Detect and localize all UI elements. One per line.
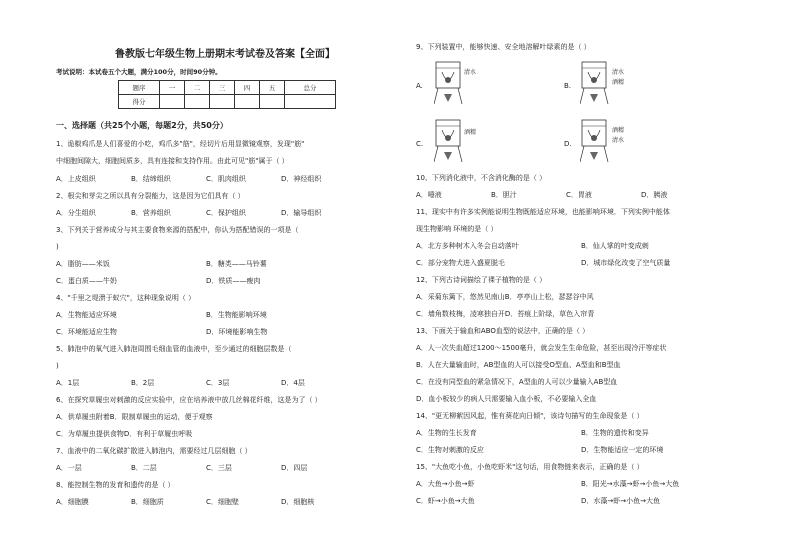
question-text: 7、血液中的二氧化碳扩散进入肺泡内，需要经过几层细胞（ ） [56,447,252,455]
option: D．胰液 [641,191,668,199]
option-label: B. [564,82,572,90]
liquid-label: 清水 [464,69,477,76]
score-cell: 五 [260,81,285,95]
option: A．人一次失血超过1200～1500毫升，就会发生生命危险，甚至出现冷汗等症状 [416,344,667,352]
option: D．神经组织 [281,175,322,183]
score-cell: 题序 [119,81,160,95]
option: D．血小板较少的病人只需要输入血小板，不必要输入全血 [416,395,597,403]
option: D．环境能影响生物 [206,328,268,336]
option: B．生物能影响环境 [206,311,267,319]
question-text: ) [56,243,59,251]
option-label: D. [564,140,572,148]
option: A．分生组织 [56,209,96,217]
score-table-score-row [119,95,336,109]
question-text: 15、"大鱼吃小鱼，小鱼吃虾米"这句话，用食物链来表示，正确的是（ ） [416,463,644,471]
score-input-cell [210,95,235,109]
score-table-header-row [119,81,336,95]
option: C．三层 [206,464,232,472]
option: C．胃液 [566,191,592,199]
question-text: 5、肺泡中的氧气进入肺泡周围毛细血管的血液中，至少通过的细胞层数是（ [56,345,292,353]
option: B．结缔组织 [131,175,171,183]
option: B．阳光→水藻→虾→小鱼→大鱼 [581,480,680,488]
score-cell: 得分 [119,95,160,109]
question-text: 中细胞间隙大，细胞间质多，具有连接和支持作用。由此可见"筋"属于（ ） [56,157,289,165]
option: C．肌肉组织 [206,175,246,183]
left-column [56,0,394,550]
score-cell: 三 [210,81,235,95]
question-text: 12、下列古诗词描绘了裸子植物的是（ ） [416,276,547,284]
score-input-cell [235,95,260,109]
question-text: 8、能控制生物的发育和遗传的是（ ） [56,481,175,489]
option: A．脂肪——米饭 [56,260,110,268]
score-cell: 一 [160,81,185,95]
option: B．二层 [131,464,157,472]
liquid-label: 清水 [612,69,625,76]
option: D．城市绿化改变了空气质量 [581,259,671,267]
right-column [416,0,752,550]
option: C．细胞壁 [206,498,239,506]
question-text: 11、现实中有许多实例能说明生物既能适应环境，也能影响环境．下列实例中能体 [416,208,670,216]
option: D．四层 [281,464,308,472]
option: D．细胞核 [281,498,315,506]
option-label: C. [416,140,424,148]
option: B．营养组织 [131,209,171,217]
question-text: 4、"千里之堤溃于蚁穴"，这种现象说明（ ） [56,294,196,302]
section-heading: 一、选择题（共25个小题，每题2分，共50分） [56,121,228,130]
question-text: 9、下列装置中，能够快速、安全地溶解叶绿素的是（ ） [416,43,591,51]
option: C．在没有同型血的紧急情况下，A型血的人可以少量输入AB型血 [416,378,618,386]
option: C．保护组织 [206,209,246,217]
option: B．生物的遗传和变异 [581,429,649,437]
question-text: 1、诡椒鸡爪是人们喜爱的小吃，鸡爪多"筋"，经切片后用显微镜观察，发现"筋" [56,140,305,148]
question-text: 2、根尖和芽尖之所以具有分裂能力，这是因为它们具有（ ） [56,192,245,200]
option: A．上皮组织 [56,175,96,183]
liquid-label: 酒精 [612,79,625,86]
option: A．生物的生长发育 [416,429,477,437]
liquid-label: 酒精 [464,129,477,136]
option: A．采菊东篱下，悠然见南山B．亭亭山上松，瑟瑟谷中风 [416,293,594,301]
option: A．唾液 [416,191,442,199]
option: A．一层 [56,464,82,472]
question-text: 14、"更无柳絮因风起，惟有葵花向日倾"，该诗句描写的生命现象是（ ） [416,412,644,420]
exam-meta: 考试说明：本试卷五个大题，满分100分，时间90分钟。 [56,68,222,76]
option: C．墙角数枝梅，凌寒独自开D．苔痕上阶绿，草色入帘青 [416,310,595,318]
option: B．胆汁 [491,191,517,199]
option: C．环境能适应生物 [56,328,117,336]
score-input-cell [185,95,210,109]
score-input-cell [160,95,185,109]
score-cell: 四 [235,81,260,95]
option: C．部分宠物犬进入盛夏脱毛 [416,259,505,267]
question-text: 现生物影响 环境的是（ ） [416,225,498,233]
option: B．糖类——马铃薯 [206,260,267,268]
option: D．4层 [281,379,305,387]
score-cell: 总分 [285,81,336,95]
option: A．北方多种树木入冬会自动落叶 [416,242,519,250]
question-text: ) [56,362,59,370]
option-label: A. [416,82,423,90]
liquid-label: 酒精 [612,127,625,134]
option: B．人在大量输血时，AB型血的人可以接受O型血、A型血和B型血 [416,361,621,369]
question-text: 6、在探究草履虫对刺激的反应实验中，应在培养液中放几丝棉花纤维，这是为了（ ） [56,396,322,404]
option: A．生物能适应环境 [56,311,117,319]
option: B．2层 [131,379,155,387]
option: A．大鱼→小鱼→虾 [416,480,475,488]
score-table [118,80,336,109]
question-text: 13、下面关于输血和ABO血型的说法中，正确的是（ ） [416,327,590,335]
option: C．虾→小鱼→大鱼 [416,497,475,505]
option: D．铁质——瘦肉 [206,277,261,285]
option: A．1层 [56,379,80,387]
beaker-apparatus-c [434,116,477,168]
score-cell: 二 [185,81,210,95]
option: B．仙人掌的叶变成刺 [581,242,649,250]
beaker-apparatus-a [434,58,477,110]
option: C．蛋白质——牛奶 [56,277,117,285]
option: C．生物对刺激的反应 [416,446,484,454]
option: D．生物能适应一定的环境 [581,446,664,454]
option: A．细胞膜 [56,498,89,506]
option: C．为草履虫提供食物D．有利于草履虫呼吸 [56,430,193,438]
score-input-cell [260,95,285,109]
exam-title: 鲁教版七年级生物上册期末考试卷及答案【全面】 [115,49,335,60]
question-text: 10、下列消化液中，不含消化酶的是（ ） [416,174,547,182]
option: D．水藻→虾→小鱼→大鱼 [581,497,660,505]
option: A．供草履虫附着B．限制草履虫的运动，便于观察 [56,413,213,421]
liquid-label: 清水 [612,137,625,144]
option: B．细胞质 [131,498,164,506]
score-input-cell [285,95,336,109]
option: D．输导组织 [281,209,322,217]
question-text: 3、下列关于营养成分与其主要食物来源的搭配中，你认为搭配错误的一项是（ [56,226,299,234]
option: C．3层 [206,379,230,387]
